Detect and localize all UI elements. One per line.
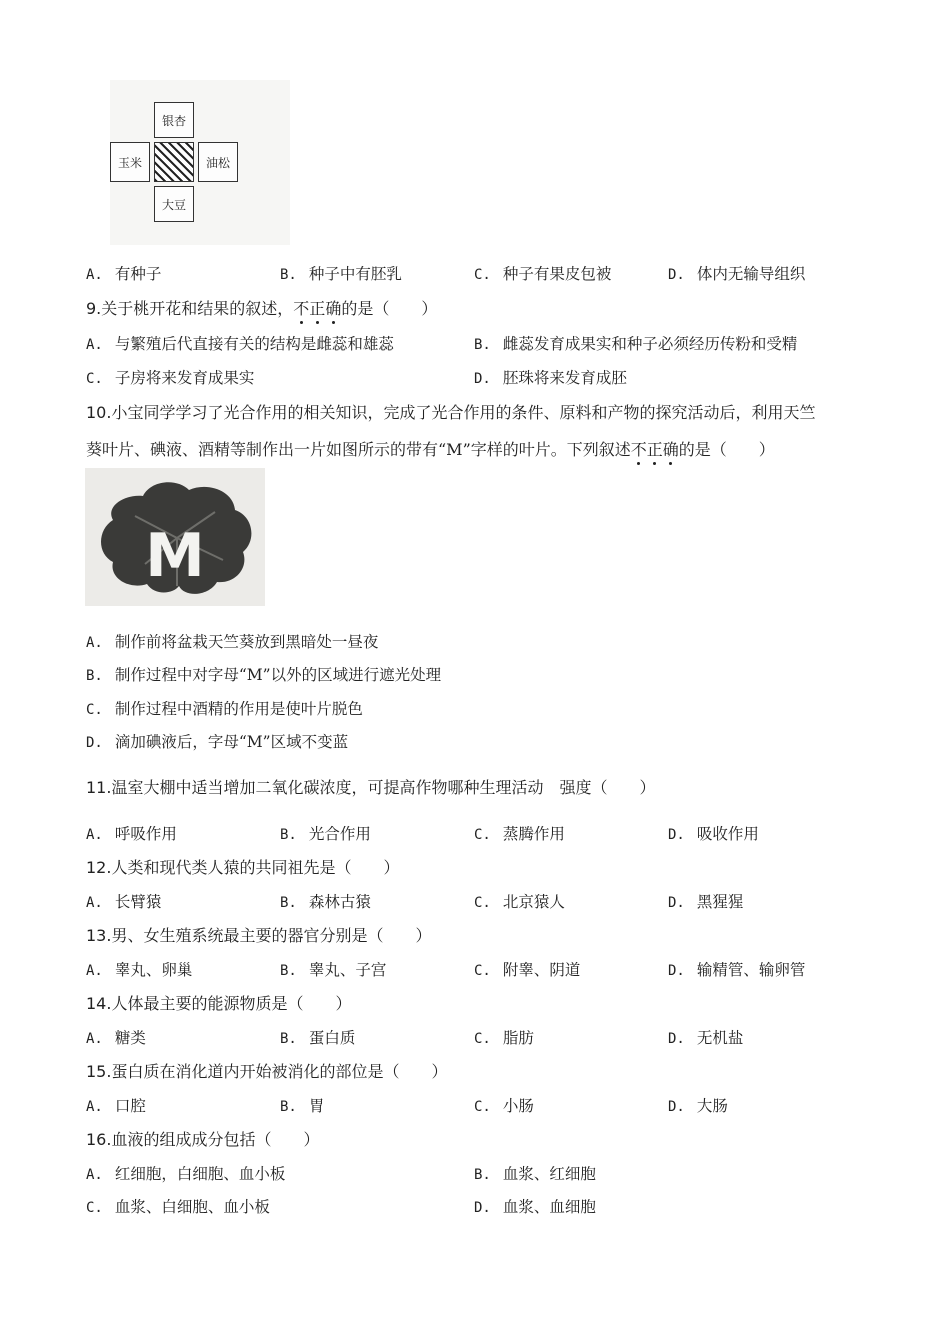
cell-right — [198, 142, 238, 182]
q13-stem: 13.男、女生殖系统最主要的器官分别是（ ） — [86, 926, 432, 945]
q12-option-a: A. 长臂猿 — [86, 893, 162, 911]
q9-option-a: A. 与繁殖后代直接有关的结构是雌蕊和雄蕊 — [86, 335, 394, 353]
leaf-figure — [85, 468, 265, 606]
q9-stem: 9.关于桃开花和结果的叙述，不正确的是（ ） — [86, 296, 437, 319]
q16-option-d: D. 血浆、血细胞 — [474, 1198, 596, 1216]
leaf-m-letter: M — [145, 521, 205, 591]
q16-option-a: A. 红细胞，白细胞、血小板 — [86, 1165, 286, 1183]
q11-stem: 11.温室大棚中适当增加二氧化碳浓度，可提高作物哪种生理活动 强度（ ） — [86, 778, 656, 797]
q11-option-c: C. 蒸腾作用 — [474, 825, 565, 843]
q9-option-d: D. 胚珠将来发育成胚 — [474, 369, 627, 387]
q15-stem: 15.蛋白质在消化道内开始被消化的部位是（ ） — [86, 1062, 448, 1081]
q12-stem: 12.人类和现代类人猿的共同祖先是（ ） — [86, 858, 400, 877]
label-ginkgo: 银杏 — [161, 113, 186, 128]
label-pine: 油松 — [205, 155, 230, 170]
q14-option-b: B. 蛋白质 — [280, 1029, 356, 1047]
q12-option-d: D. 黑猩猩 — [668, 893, 744, 911]
q15-option-a: A. 口腔 — [86, 1097, 146, 1115]
q8-option-c: C. 种子有果皮包被 — [474, 265, 612, 283]
q10-option-a: A. 制作前将盆栽天竺葵放到黑暗处一昼夜 — [86, 633, 379, 651]
q14-option-c: C. 脂肪 — [474, 1029, 534, 1047]
q14-option-d: D. 无机盐 — [668, 1029, 744, 1047]
q11-option-a: A. 呼吸作用 — [86, 825, 177, 843]
q13-option-c: C. 附睾、阴道 — [474, 961, 581, 979]
q14-stem: 14.人体最主要的能源物质是（ ） — [86, 994, 352, 1013]
cell-top — [154, 102, 194, 138]
q15-option-d: D. 大肠 — [668, 1097, 728, 1115]
q8-option-b: B. 种子中有胚乳 — [280, 265, 402, 283]
q13-option-a: A. 睾丸、卵巢 — [86, 961, 193, 979]
q8-option-d: D. 体内无输导组织 — [668, 265, 806, 283]
q10-option-c: C. 制作过程中酒精的作用是使叶片脱色 — [86, 700, 363, 718]
q14-option-a: A. 糖类 — [86, 1029, 146, 1047]
q15-option-b: B. 胃 — [280, 1097, 325, 1115]
q12-option-b: B. 森林古猿 — [280, 893, 371, 911]
q16-option-c: C. 血浆、白细胞、血小板 — [86, 1198, 270, 1216]
q9-option-c: C. 子房将来发育成果实 — [86, 369, 255, 387]
q16-stem: 16.血液的组成成分包括（ ） — [86, 1130, 320, 1149]
label-soybean: 大豆 — [161, 197, 186, 212]
cell-bottom — [154, 186, 194, 222]
q10-stem-line2: 葵叶片、碘液、酒精等制作出一片如图所示的带有“M”字样的叶片。下列叙述不正确的是（ ） — [86, 437, 775, 460]
q13-option-d: D. 输精管、输卵管 — [668, 961, 806, 979]
q11-option-d: D. 吸收作用 — [668, 825, 759, 843]
q11-option-b: B. 光合作用 — [280, 825, 371, 843]
q10-stem-line1: 10.小宝同学学习了光合作用的相关知识，完成了光合作用的条件、原料和产物的探究活动后，利用天竺 — [86, 403, 816, 422]
cell-center-hatched — [154, 142, 194, 182]
q9-option-b: B. 雌蕊发育成果实和种子必须经历传粉和受精 — [474, 335, 798, 353]
q16-option-b: B. 血浆、红细胞 — [474, 1165, 596, 1183]
q13-option-b: B. 睾丸、子宫 — [280, 961, 387, 979]
leaf-svg — [85, 468, 265, 606]
q15-option-c: C. 小肠 — [474, 1097, 534, 1115]
plant-cross-diagram — [110, 80, 290, 245]
label-corn: 玉米 — [117, 155, 142, 170]
cell-left — [110, 142, 150, 182]
q12-option-c: C. 北京猿人 — [474, 893, 565, 911]
q8-option-a: A. 有种子 — [86, 265, 162, 283]
q10-option-b: B. 制作过程中对字母“M”以外的区域进行遮光处理 — [86, 666, 442, 684]
q10-option-d: D. 滴加碘液后，字母“M”区域不变蓝 — [86, 733, 349, 751]
